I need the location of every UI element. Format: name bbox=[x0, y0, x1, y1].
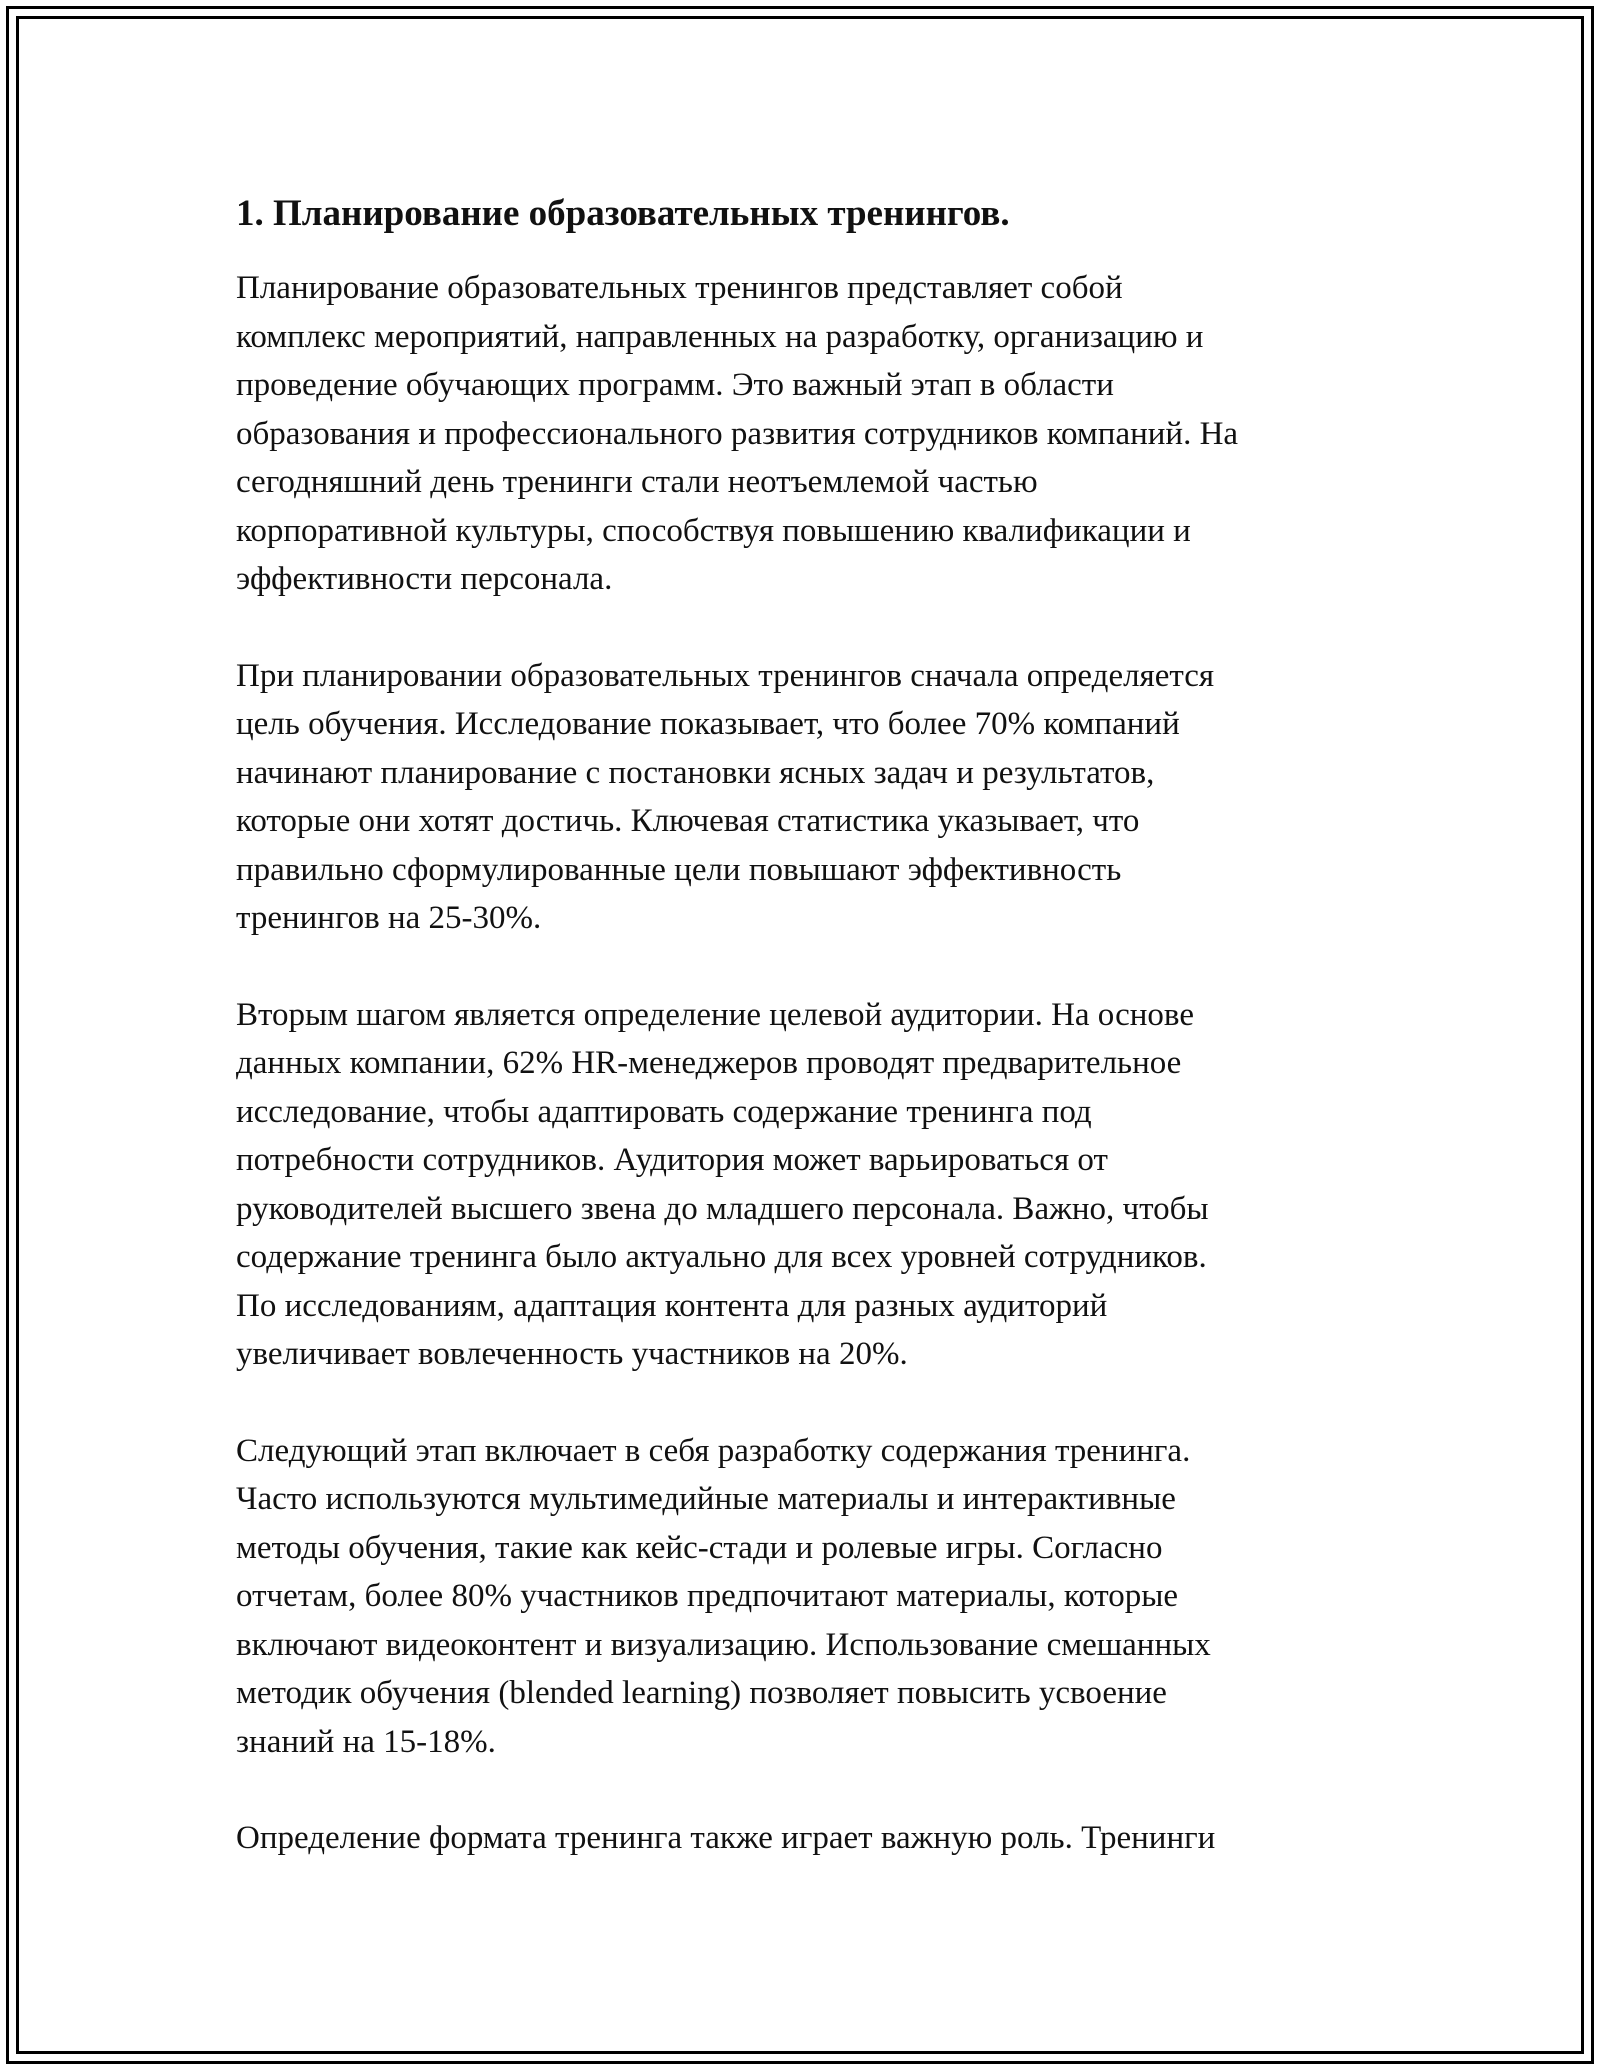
text-line: методик обучения (blended learning) позволяет повысить усвоение bbox=[236, 1675, 1167, 1711]
text-line: тренингов на 25-30%. bbox=[236, 900, 542, 936]
text-line: руководителей высшего звена до младшего персонала. Важно, чтобы bbox=[236, 1190, 1209, 1227]
text-line: исследование, чтобы адаптировать содержание тренинга под bbox=[236, 1093, 1092, 1130]
text-line: Вторым шагом является определение целевой аудитории. На основе bbox=[236, 996, 1194, 1033]
text-line: содержание тренинга было актуально для всех уровней сотрудников. bbox=[236, 1239, 1207, 1275]
text-line: комплекс мероприятий, направленных на разработку, организацию и bbox=[236, 318, 1204, 355]
text-line: образования и профессионального развития сотрудников компаний. На bbox=[236, 415, 1239, 452]
text-line: начинают планирование с постановки ясных задач и результатов, bbox=[236, 754, 1155, 791]
text-line: которые они хотят достичь. Ключевая статистика указывает, что bbox=[236, 803, 1140, 839]
text-line: включают видеоконтент и визуализацию. Использование смешанных bbox=[236, 1626, 1211, 1663]
text-line: По исследованиям, адаптация контента для разных аудиторий bbox=[236, 1287, 1108, 1324]
paragraph-intro bbox=[236, 264, 1396, 604]
paragraph-format bbox=[236, 1814, 1396, 1863]
paragraph-audience bbox=[236, 991, 1396, 1379]
text-line: цель обучения. Исследование показывает, что более 70% компаний bbox=[236, 706, 1180, 742]
paragraph-goals bbox=[236, 652, 1396, 943]
text-line: корпоративной культуры, способствуя повышению квалификации и bbox=[236, 512, 1191, 549]
text-line: знаний на 15-18%. bbox=[236, 1723, 496, 1760]
text-line: Определение формата тренинга также играет важную роль. Тренинги bbox=[236, 1820, 1216, 1856]
text-line: Часто используются мультимедийные материалы и интерактивные bbox=[236, 1481, 1176, 1517]
text-line: данных компании, 62% HR-менеджеров проводят предварительное bbox=[236, 1045, 1182, 1081]
text-line: проведение обучающих программ. Это важный этап в области bbox=[236, 367, 1114, 403]
text-line: увеличивает вовлеченность участников на 20%. bbox=[236, 1336, 908, 1372]
text-line: При планировании образовательных тренингов сначала определяется bbox=[236, 657, 1215, 694]
text-line: потребности сотрудников. Аудитория может варьироваться от bbox=[236, 1142, 1108, 1178]
text-line: сегодняшний день тренинги стали неотъемлемой частью bbox=[236, 464, 1038, 500]
text-line: отчетам, более 80% участников предпочитают материалы, которые bbox=[236, 1578, 1179, 1614]
text-line: Планирование образовательных тренингов представляет собой bbox=[236, 270, 1123, 306]
text-line: Следующий этап включает в себя разработку содержания тренинга. bbox=[236, 1432, 1191, 1469]
paragraph-content bbox=[236, 1427, 1396, 1767]
document-body bbox=[236, 186, 1396, 1911]
section-heading: 1. Планирование образовательных тренингов. bbox=[236, 193, 1010, 234]
text-line: эффективности персонала. bbox=[236, 561, 613, 597]
text-line: методы обучения, такие как кейс-стади и ролевые игры. Согласно bbox=[236, 1529, 1163, 1566]
text-line: правильно сформулированные цели повышают эффективность bbox=[236, 851, 1122, 888]
